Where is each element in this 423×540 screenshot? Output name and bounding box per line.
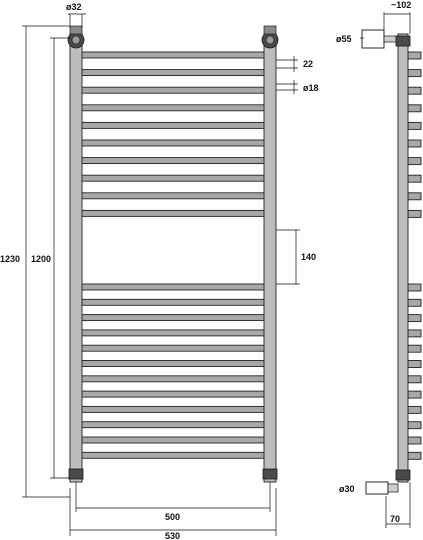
- side-fin: [408, 52, 421, 59]
- front-bar: [80, 52, 266, 58]
- side-fin: [408, 87, 421, 94]
- left-rail: [70, 34, 82, 482]
- side-fin: [408, 175, 421, 182]
- overall-width-label: 530: [165, 531, 181, 540]
- side-fin: [408, 422, 421, 429]
- front-bar: [80, 452, 266, 458]
- bottom-left-connector: [69, 469, 83, 479]
- bottom-right-connector: [263, 469, 277, 479]
- side-view: [362, 30, 421, 494]
- side-fin: [408, 315, 421, 322]
- side-fin: [408, 345, 421, 352]
- front-bars: [80, 52, 266, 458]
- side-fin: [408, 406, 421, 413]
- top-right-valve: [262, 26, 278, 48]
- side-fin: [408, 299, 421, 306]
- front-bar: [80, 437, 266, 443]
- side-fin: [408, 376, 421, 383]
- side-fin: [408, 210, 421, 217]
- front-bar: [80, 140, 266, 146]
- side-fin: [408, 140, 421, 147]
- rail-diameter-label: ø32: [66, 2, 82, 12]
- side-fin: [408, 193, 421, 200]
- top-fitting-diameter-label: ø55: [336, 34, 352, 44]
- side-fin: [408, 452, 421, 459]
- side-fin: [408, 437, 421, 444]
- bar-diameter-label: ø18: [303, 83, 319, 93]
- front-bar: [80, 315, 266, 321]
- bar-pitch-label: 22: [303, 59, 314, 69]
- side-rail: [398, 34, 408, 482]
- side-fin: [408, 361, 421, 368]
- side-fin: [408, 284, 421, 291]
- side-fin: [408, 330, 421, 337]
- front-bar: [80, 175, 266, 181]
- front-bar: [80, 330, 266, 336]
- front-bar: [80, 122, 266, 128]
- gap-label: 140: [301, 252, 317, 262]
- connection-diameter-label: ø30: [339, 484, 355, 494]
- overall-height-label: 1230: [0, 254, 21, 264]
- front-bar: [80, 406, 266, 412]
- connection-offset-label: 70: [390, 514, 401, 524]
- front-bar: [80, 284, 266, 290]
- front-bar: [80, 299, 266, 305]
- front-bar: [80, 87, 266, 93]
- front-bar: [80, 70, 266, 76]
- front-bar: [80, 391, 266, 397]
- side-fins: [408, 52, 421, 459]
- front-bar: [80, 361, 266, 367]
- front-bar: [80, 158, 266, 164]
- side-fin: [408, 105, 421, 112]
- top-fitting: [362, 30, 410, 48]
- front-bar: [80, 345, 266, 351]
- front-view: [68, 26, 278, 482]
- side-fin: [408, 70, 421, 77]
- top-left-valve: [68, 26, 84, 48]
- front-bar: [80, 210, 266, 216]
- side-fin: [408, 391, 421, 398]
- side-fin: [408, 158, 421, 165]
- rail-height-label: 1200: [31, 254, 52, 264]
- front-bar: [80, 422, 266, 428]
- front-bar: [80, 105, 266, 111]
- front-bar: [80, 376, 266, 382]
- depth-label: ~102: [391, 0, 412, 10]
- front-bar: [80, 193, 266, 199]
- center-distance-label: 500: [165, 512, 181, 522]
- right-rail: [264, 34, 276, 482]
- side-fin: [408, 122, 421, 129]
